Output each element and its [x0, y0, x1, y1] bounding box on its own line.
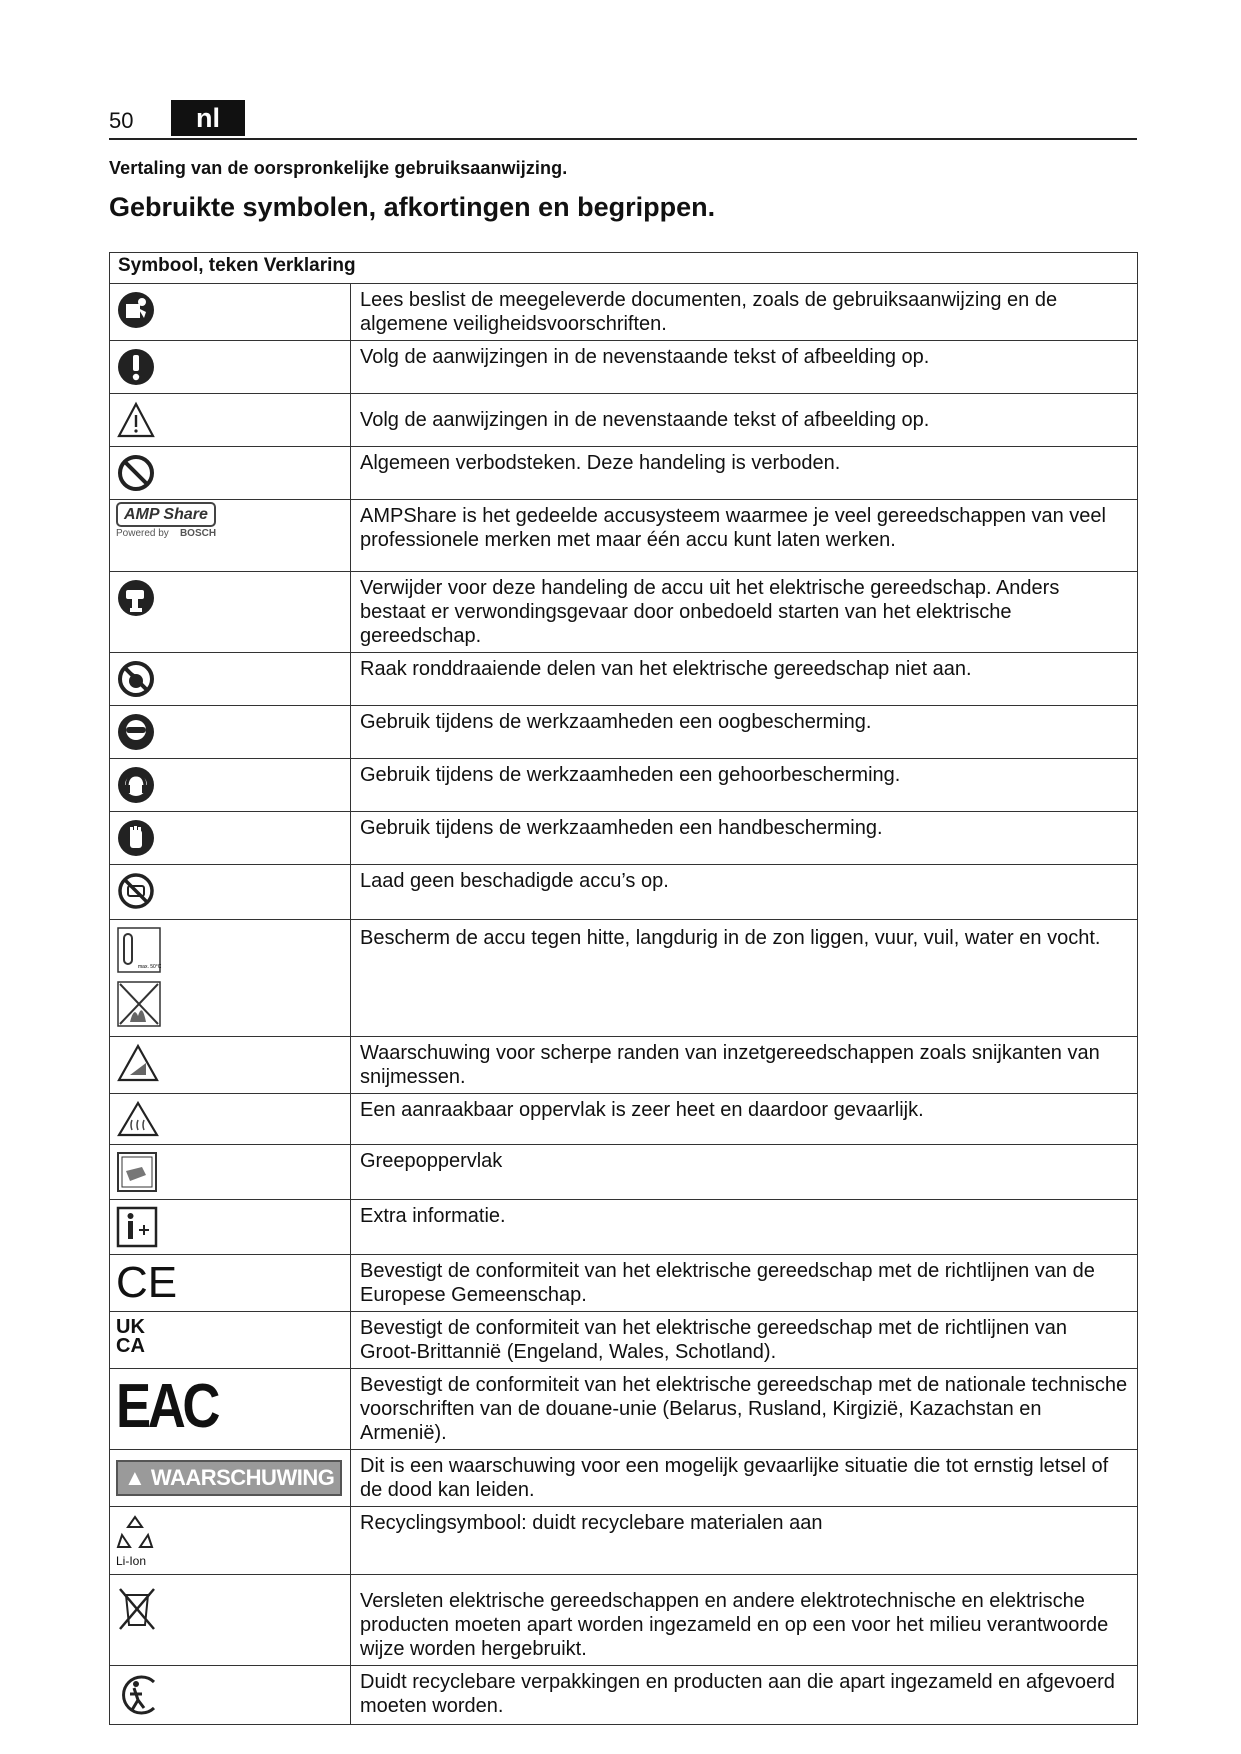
row-text: Bescherm de accu tegen hitte, langdurig in de zon liggen, vuur, vuil, water en vocht.: [351, 920, 1138, 1037]
row-text: Greepoppervlak: [351, 1145, 1138, 1200]
remove-battery-icon: [116, 578, 156, 618]
page-number: 50: [109, 108, 134, 133]
protect-battery-icon: [116, 926, 164, 1030]
recycling-li-ion-icon: [116, 1513, 344, 1568]
table-row: [110, 1037, 1138, 1094]
table-row: [110, 653, 1138, 706]
table-row: [110, 284, 1138, 341]
table-row: [110, 920, 1138, 1037]
row-text: Lees beslist de meegeleverde documenten, zoals de gebruiksaanwijzing en de algemene veiligheidsvoorschriften.: [351, 284, 1138, 341]
eac-mark-icon: EAC: [116, 1372, 218, 1441]
table-row: [110, 500, 1138, 572]
table-row: [110, 1145, 1138, 1200]
general-mandatory-icon: [116, 347, 156, 387]
prohibition-icon: [116, 453, 156, 493]
row-text: Volg de aanwijzingen in de nevenstaande tekst of afbeelding op.: [351, 341, 1138, 394]
row-text: Gebruik tijdens de werkzaamheden een gehoorbescherming.: [351, 759, 1138, 812]
table-row: [110, 1094, 1138, 1145]
ukca-top: UK: [116, 1316, 145, 1338]
recycling-arrows-icon: [116, 1513, 154, 1551]
document-subtitle: Vertaling van de oorspronkelijke gebruiksaanwijzing.: [109, 158, 568, 178]
row-text: Extra informatie.: [351, 1200, 1138, 1255]
row-text: Laad geen beschadigde accu’s op.: [351, 865, 1138, 920]
warning-badge-icon: ▲ WAARSCHUWING: [116, 1460, 342, 1496]
hand-protection-icon: [116, 818, 156, 858]
table-row: [110, 572, 1138, 653]
triman-icon: [116, 1672, 162, 1718]
row-text: Recyclingsymbool: duidt recyclebare materialen aan: [351, 1507, 1138, 1575]
row-text: Waarschuwing voor scherpe randen van inzetgereedschappen zoals snijkanten van snijmessen.: [351, 1037, 1138, 1094]
table-row: [110, 1369, 1138, 1450]
extra-info-icon: [116, 1206, 158, 1248]
table-row: [110, 447, 1138, 500]
hot-surface-icon: [116, 1100, 160, 1138]
row-text: Bevestigt de conformiteit van het elektrische gereedschap met de richtlijnen van de Europese Gemeenschap.: [351, 1255, 1138, 1312]
row-text: Dit is een waarschuwing voor een mogelijk gevaarlijke situatie die tot ernstig letsel of de dood kan leiden.: [351, 1450, 1138, 1507]
table-row: [110, 394, 1138, 447]
row-text: Bevestigt de conformiteit van het elektrische gereedschap met de nationale technische voorschriften van de douane-unie (Belarus, Rusland, Kirgizië, Kazachstan en Armenië).: [351, 1369, 1138, 1450]
warning-triangle-icon: [116, 400, 156, 440]
temperature-label: max. 50°C: [138, 964, 162, 970]
page-header: [109, 100, 1137, 140]
row-text: Een aanraakbaar oppervlak is zeer heet en daardoor gevaarlijk.: [351, 1094, 1138, 1145]
row-text: Bevestigt de conformiteit van het elektrische gereedschap met de richtlijnen van Groot-Brittannië (Engeland, Wales, Schotland).: [351, 1312, 1138, 1369]
grip-surface-icon: [116, 1151, 158, 1193]
symbols-table: [109, 252, 1138, 1725]
ukca-mark-icon: [116, 1318, 344, 1356]
ce-mark-icon: CE: [116, 1258, 178, 1307]
row-text: Raak ronddraaiende delen van het elektrische gereedschap niet aan.: [351, 653, 1138, 706]
bosch-brand: BOSCH: [179, 528, 217, 539]
ampshare-logo-text: AMP Share: [116, 502, 216, 527]
table-row: [110, 341, 1138, 394]
hearing-protection-icon: [116, 765, 156, 805]
table-row: [110, 1255, 1138, 1312]
table-row: [110, 1312, 1138, 1369]
table-row: [110, 1666, 1138, 1725]
table-row: [110, 759, 1138, 812]
row-text: Algemeen verbodsteken. Deze handeling is verboden.: [351, 447, 1138, 500]
table-row: [110, 706, 1138, 759]
li-ion-label: Li-Ion: [116, 1554, 147, 1568]
row-text: Versleten elektrische gereedschappen en andere elektrotechnische en elektrische producten moeten apart worden ingezameld en op een voor het milieu verantwoorde wijze worden hergebruikt.: [351, 1575, 1138, 1666]
sharp-edges-icon: [116, 1043, 160, 1083]
table-row: [110, 865, 1138, 920]
crossed-bin-icon: [116, 1585, 158, 1631]
table-row: [110, 1200, 1138, 1255]
eye-protection-icon: [116, 712, 156, 752]
table-header-row: [110, 253, 1138, 284]
table-row: [110, 812, 1138, 865]
table-row: [110, 1450, 1138, 1507]
row-text: AMPShare is het gedeelde accusysteem waarmee je veel gereedschappen van veel professionele merken met maar één accu kunt laten werken.: [351, 500, 1138, 572]
row-text: Gebruik tijdens de werkzaamheden een handbescherming.: [351, 812, 1138, 865]
table-header: Symbool, teken Verklaring: [110, 253, 1138, 284]
warning-badge-label: WAARSCHUWING: [150, 1465, 335, 1490]
no-touch-rotating-icon: [116, 659, 156, 699]
row-text: Verwijder voor deze handeling de accu uit het elektrische gereedschap. Anders bestaat er verwondingsgevaar door onbedoeld starten van het elektrische gereedschap.: [351, 572, 1138, 653]
row-text: Gebruik tijdens de werkzaamheden een oogbescherming.: [351, 706, 1138, 759]
table-row: [110, 1575, 1138, 1666]
row-text: Duidt recyclebare verpakkingen en producten aan die apart ingezameld en afgevoerd moeten worden.: [351, 1666, 1138, 1725]
section-title: Gebruikte symbolen, afkortingen en begrippen.: [109, 192, 716, 222]
ampshare-powered-by: Powered by: [116, 528, 169, 539]
ukca-bottom: CA: [116, 1335, 145, 1357]
row-text: Volg de aanwijzingen in de nevenstaande tekst of afbeelding op.: [351, 394, 1138, 447]
read-manual-icon: [116, 290, 156, 330]
table-row: [110, 1507, 1138, 1575]
no-charge-damaged-icon: [116, 871, 156, 911]
language-tab: nl: [171, 100, 245, 136]
ampshare-logo-icon: [116, 506, 216, 539]
